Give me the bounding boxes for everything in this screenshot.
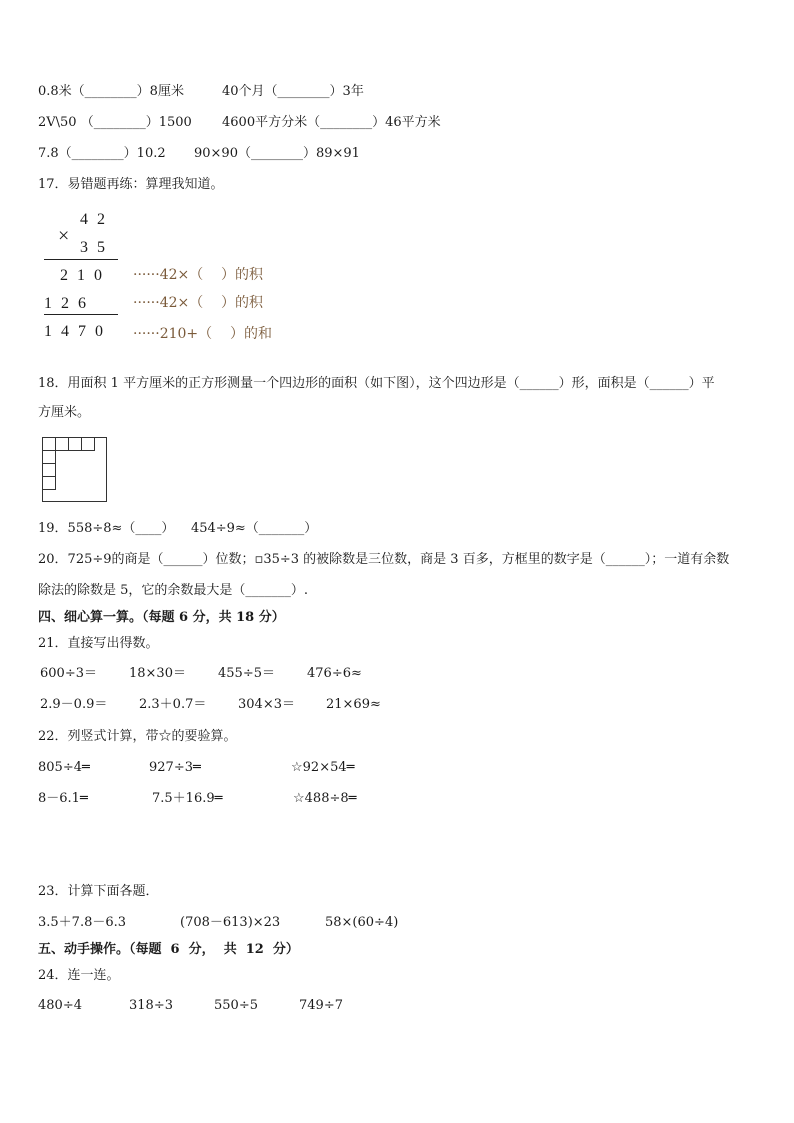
question-17-title: 17．易错题再练：算理我知道。 bbox=[38, 177, 224, 192]
compare-item: 2V\50 （________）1500 bbox=[38, 115, 192, 130]
expression-item: 58×(60÷4) bbox=[325, 915, 399, 930]
vertical-rule-2 bbox=[44, 314, 118, 315]
calc-item: 600÷3＝ bbox=[40, 666, 97, 681]
partial-product-1: 210 bbox=[60, 267, 111, 284]
column-calc-item: 805÷4═ bbox=[38, 760, 90, 775]
expression-item: 3.5＋7.8－6.3 bbox=[38, 915, 127, 930]
question-20-line1: 20．725÷9的商是（______）位数；▫35÷3 的被除数是三位数，商是 3 百多，方框里的数字是（______）；一道有余数 bbox=[38, 552, 730, 567]
calc-item: 476÷6≈ bbox=[307, 666, 362, 681]
calc-item: 18×30＝ bbox=[129, 666, 186, 681]
question-24-title: 24．连一连。 bbox=[38, 968, 120, 983]
column-calc-item: 7.5＋16.9═ bbox=[152, 791, 223, 806]
column-calc-item: ☆488÷8═ bbox=[293, 791, 357, 806]
calc-item: 21×69≈ bbox=[326, 697, 381, 712]
multiply-sign: × bbox=[58, 225, 79, 247]
compare-item: 90×90（________）89×91 bbox=[194, 146, 360, 161]
column-calc-item: 8－6.1═ bbox=[38, 791, 88, 806]
measure-grid-figure bbox=[42, 437, 107, 502]
compare-item: 4600平方分米（________）46平方米 bbox=[222, 115, 441, 130]
question-20-line2: 除法的除数是 5，它的余数最大是（_______）. bbox=[38, 583, 309, 598]
compare-item: 0.8米（________）8厘米 bbox=[38, 84, 184, 99]
column-calc-item: 927÷3═ bbox=[149, 760, 201, 775]
question-23-title: 23．计算下面各题． bbox=[38, 884, 159, 899]
explain-note-1: ······42×（ ）的积 bbox=[133, 267, 264, 283]
compare-item: 40个月（________）3年 bbox=[222, 84, 364, 99]
multiplicand: 42 bbox=[80, 211, 114, 228]
calc-item: 2.3＋0.7＝ bbox=[139, 697, 207, 712]
match-item: 550÷5 bbox=[214, 998, 258, 1013]
final-product: 1470 bbox=[44, 323, 112, 340]
calc-item: 2.9－0.9＝ bbox=[40, 697, 108, 712]
question-22-title: 22．列竖式计算，带☆的要验算。 bbox=[38, 729, 237, 744]
match-item: 749÷7 bbox=[299, 998, 343, 1013]
question-18-line2: 方厘米。 bbox=[38, 405, 91, 420]
expression-item: (708－613)×23 bbox=[180, 915, 281, 930]
match-item: 480÷4 bbox=[38, 998, 82, 1013]
vertical-rule-1 bbox=[44, 259, 118, 260]
question-19: 19．558÷8≈（____） 454÷9≈（_______） bbox=[38, 521, 318, 536]
section-5-heading: 五、动手操作。（每题 6 分， 共 12 分） bbox=[38, 942, 299, 957]
partial-product-2: 126 bbox=[44, 295, 95, 312]
compare-item: 7.8（________）10.2 bbox=[38, 146, 166, 161]
multiplier: 35 bbox=[80, 239, 114, 256]
question-18-line1: 18．用面积 1 平方厘米的正方形测量一个四边形的面积（如下图），这个四边形是（______）形，面积是（______）平 bbox=[38, 376, 715, 391]
section-4-heading: 四、细心算一算。（每题 6 分，共 18 分） bbox=[38, 610, 285, 625]
calc-item: 304×3＝ bbox=[238, 697, 295, 712]
match-item: 318÷3 bbox=[129, 998, 173, 1013]
question-21-title: 21．直接写出得数。 bbox=[38, 636, 159, 651]
calc-item: 455÷5＝ bbox=[218, 666, 275, 681]
explain-note-3: ······210+（ ）的和 bbox=[133, 326, 272, 342]
explain-note-2: ······42×（ ）的积 bbox=[133, 295, 264, 311]
column-calc-item: ☆92×54═ bbox=[291, 760, 355, 775]
